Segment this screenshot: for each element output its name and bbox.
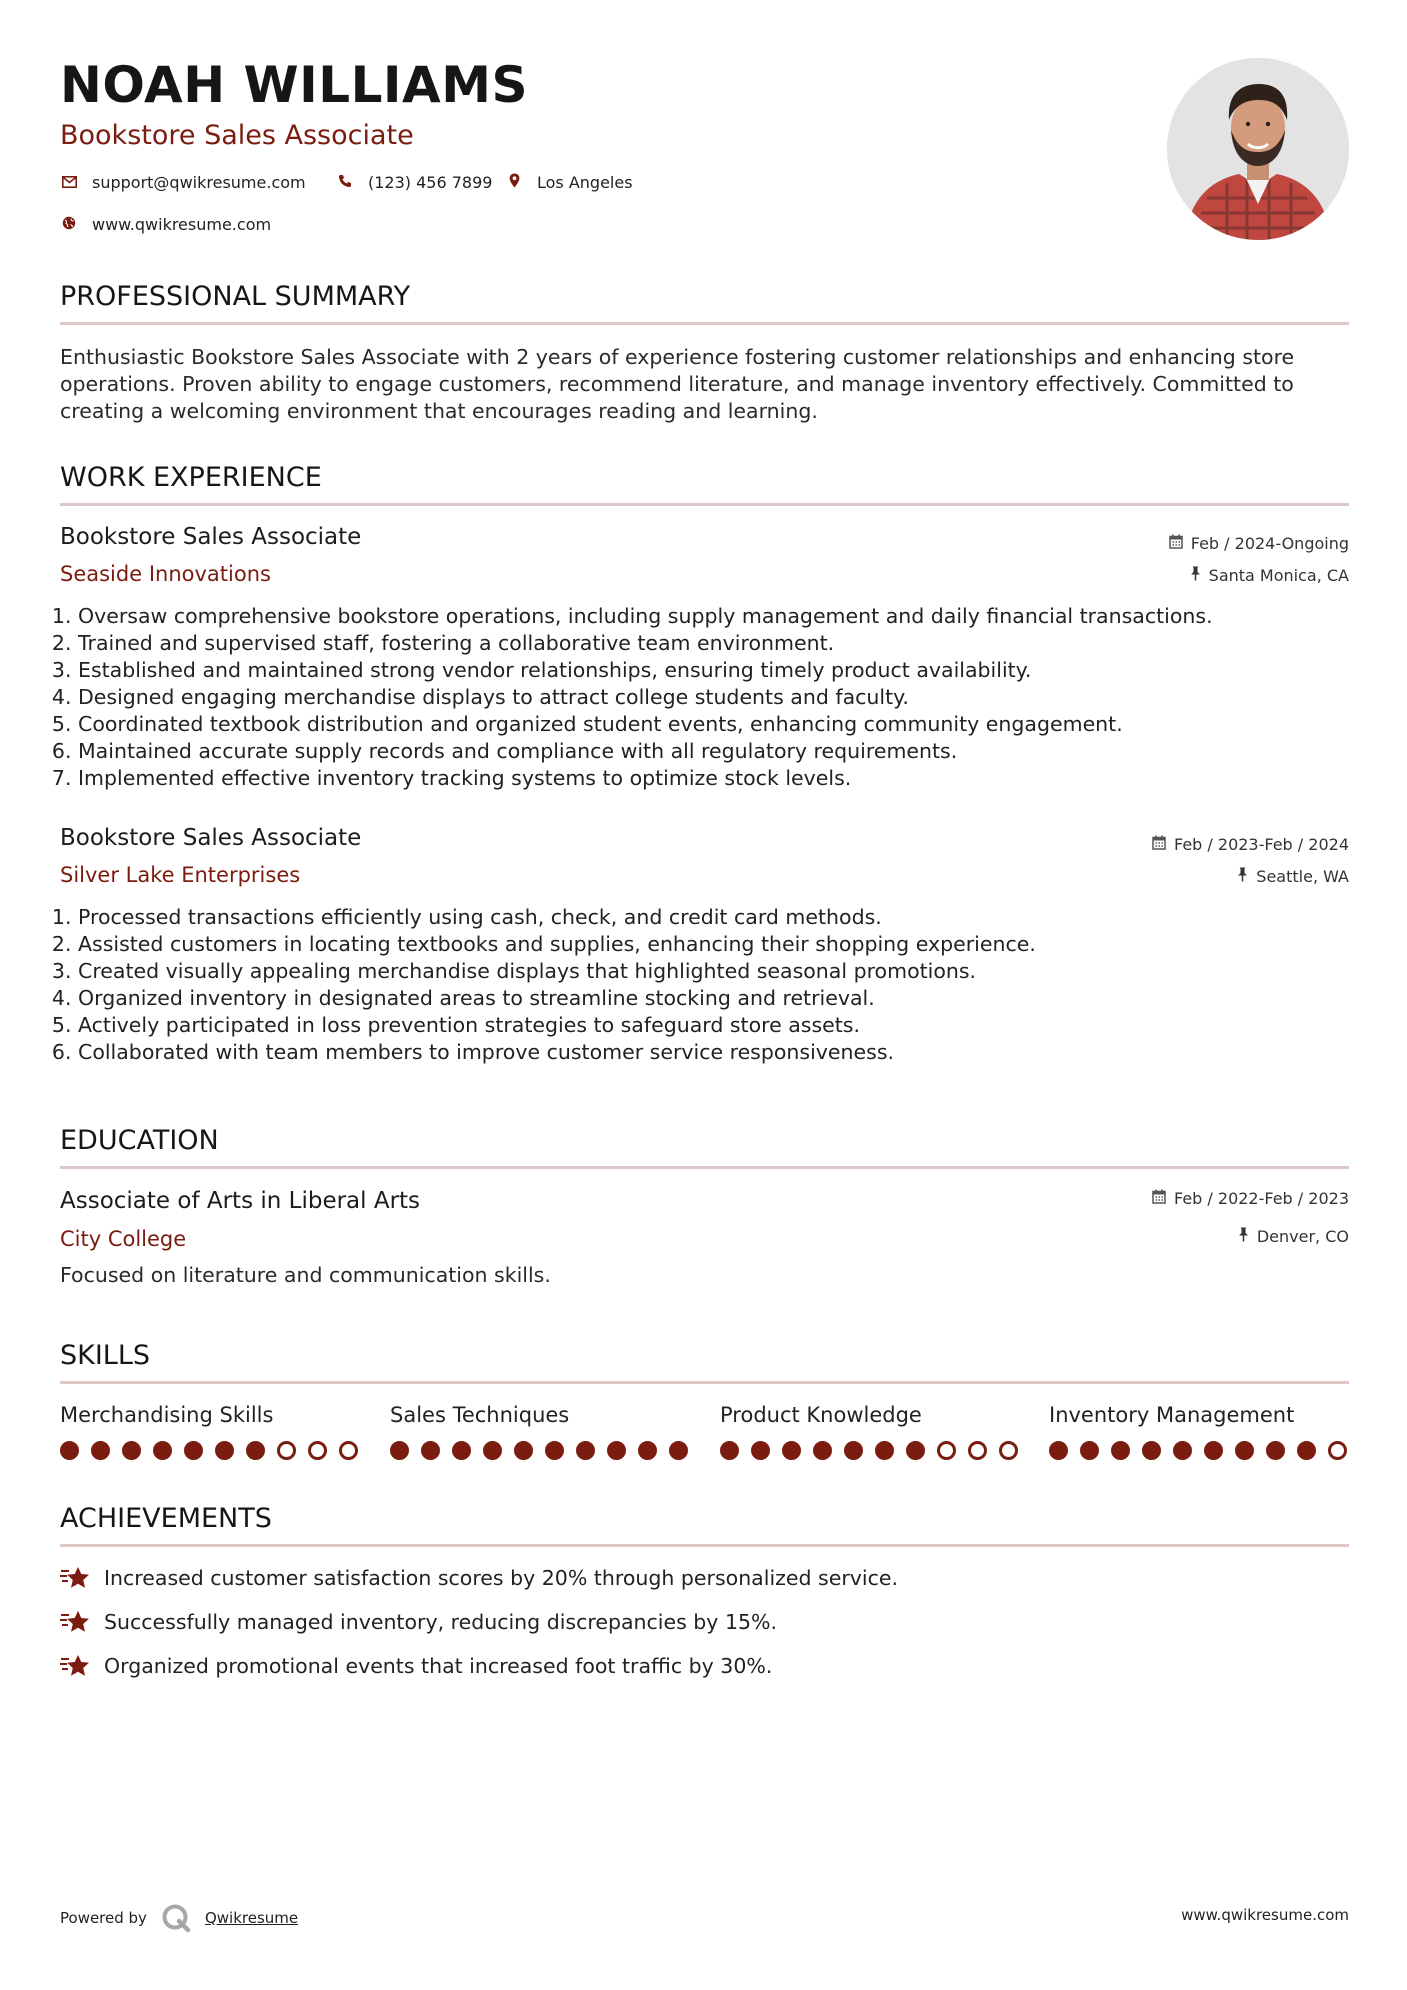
brand-link[interactable]: Qwikresume <box>204 1909 299 1927</box>
location-text: Los Angeles <box>537 173 633 192</box>
summary-text: Enthusiastic Bookstore Sales Associate with 2 years of experience fostering customer relationships and enhancing store operations. Proven ability to engage customers, recommend literature, and manage inventory effectively. Committed to creating a welcoming environment that encourages reading and learning. <box>60 345 1295 423</box>
job-location <box>1237 867 1349 886</box>
achievements-title: ACHIEVEMENTS <box>60 1503 272 1534</box>
phone-icon <box>336 174 354 192</box>
skill-dot-filled <box>844 1441 863 1460</box>
section-divider <box>60 503 1349 506</box>
map-pin-icon <box>505 173 523 192</box>
skill-dot-empty <box>999 1441 1018 1460</box>
degree-title: Associate of Arts in Liberal Arts <box>60 1188 421 1214</box>
list-item: 6. Maintained accurate supply records and compliance with all regulatory requirements. <box>78 738 1378 765</box>
skill-dot-filled <box>607 1441 626 1460</box>
email-text: support@qwikresume.com <box>92 173 306 192</box>
skill-dot-filled <box>813 1441 832 1460</box>
star-icon <box>60 1653 92 1679</box>
skill-dot-filled <box>782 1441 801 1460</box>
skill-dot-filled <box>153 1441 172 1460</box>
skill-dot-empty <box>339 1441 358 1460</box>
job-bullets <box>52 904 1378 1066</box>
phone-text: (123) 456 7899 <box>368 173 493 192</box>
skill-dot-empty <box>968 1441 987 1460</box>
footer-powered-by <box>60 1903 298 1933</box>
pushpin-icon <box>1190 566 1201 585</box>
list-item: 2. Trained and supervised staff, fostering a collaborative team environment. <box>78 630 1378 657</box>
achievement-text: Successfully managed inventory, reducing discrepancies by 15%. <box>104 1610 778 1634</box>
skill-item <box>1049 1403 1347 1460</box>
skill-rating <box>720 1441 1018 1460</box>
website-text: www.qwikresume.com <box>92 215 272 234</box>
skill-label: Inventory Management <box>1049 1403 1295 1427</box>
list-item: 2. Assisted customers in locating textbooks and supplies, enhancing their shopping experience. <box>78 931 1378 958</box>
skill-rating <box>60 1441 358 1460</box>
job-date <box>1169 534 1349 553</box>
contact-email[interactable] <box>60 173 306 192</box>
footer-website[interactable]: www.qwikresume.com <box>1181 1906 1349 1924</box>
skill-dot-filled <box>576 1441 595 1460</box>
skill-dot-filled <box>215 1441 234 1460</box>
skill-dot-filled <box>875 1441 894 1460</box>
pushpin-icon <box>1237 867 1248 886</box>
achievement-text: Increased customer satisfaction scores by 20% through personalized service. <box>104 1566 898 1590</box>
list-item: 6. Collaborated with team members to improve customer service responsiveness. <box>78 1039 1378 1066</box>
summary-title: PROFESSIONAL SUMMARY <box>60 281 411 312</box>
calendar-icon <box>1169 534 1183 553</box>
skill-dot-filled <box>1297 1441 1316 1460</box>
skill-dot-filled <box>1049 1441 1068 1460</box>
list-item: 3. Established and maintained strong vendor relationships, ensuring timely product availability. <box>78 657 1378 684</box>
skill-label: Merchandising Skills <box>60 1403 274 1427</box>
skill-dot-empty <box>308 1441 327 1460</box>
education-date <box>1152 1189 1349 1208</box>
section-divider <box>60 1166 1349 1169</box>
job-location-text: Santa Monica, CA <box>1208 566 1349 585</box>
list-item: 7. Implemented effective inventory tracking systems to optimize stock levels. <box>78 765 1378 792</box>
skill-dot-filled <box>906 1441 925 1460</box>
skill-label: Sales Techniques <box>390 1403 570 1427</box>
skill-item <box>60 1403 358 1460</box>
skill-dot-filled <box>669 1441 688 1460</box>
skill-dot-filled <box>545 1441 564 1460</box>
profile-photo <box>1167 58 1349 240</box>
section-divider <box>60 1381 1349 1384</box>
star-icon <box>60 1565 92 1591</box>
skill-dot-filled <box>1204 1441 1223 1460</box>
skill-dot-empty <box>277 1441 296 1460</box>
list-item: 5. Coordinated textbook distribution and organized student events, enhancing community engagement. <box>78 711 1378 738</box>
skill-dot-filled <box>483 1441 502 1460</box>
list-item: 1. Processed transactions efficiently using cash, check, and credit card methods. <box>78 904 1378 931</box>
list-item: 1. Oversaw comprehensive bookstore operations, including supply management and daily financial transactions. <box>78 603 1378 630</box>
job-title: Bookstore Sales Associate <box>60 524 362 550</box>
achievement-text: Organized promotional events that increased foot traffic by 30%. <box>104 1654 773 1678</box>
achievement-item <box>60 1565 898 1591</box>
skill-dot-filled <box>421 1441 440 1460</box>
school-name: City College <box>60 1227 187 1251</box>
contact-phone[interactable] <box>336 173 492 192</box>
list-item: 4. Organized inventory in designated areas to streamline stocking and retrieval. <box>78 985 1378 1012</box>
contact-website[interactable] <box>60 215 271 234</box>
powered-by-text: Powered by <box>60 1909 147 1927</box>
education-location-text: Denver, CO <box>1256 1227 1349 1246</box>
globe-icon <box>60 216 78 234</box>
skill-dot-filled <box>1173 1441 1192 1460</box>
skill-item <box>390 1403 688 1460</box>
achievement-item <box>60 1609 777 1635</box>
skills-title: SKILLS <box>60 1340 151 1371</box>
job-bullets <box>52 603 1378 792</box>
skill-dot-filled <box>514 1441 533 1460</box>
section-divider <box>60 322 1349 325</box>
qwikresume-logo-icon <box>161 1903 191 1933</box>
skill-dot-filled <box>638 1441 657 1460</box>
section-divider <box>60 1544 1349 1547</box>
pushpin-icon <box>1238 1227 1249 1246</box>
job-date-text: Feb / 2024-Ongoing <box>1190 534 1349 553</box>
education-date-text: Feb / 2022-Feb / 2023 <box>1174 1189 1349 1208</box>
skill-dot-filled <box>91 1441 110 1460</box>
skill-dot-filled <box>452 1441 471 1460</box>
skill-dot-filled <box>1111 1441 1130 1460</box>
skill-rating <box>1049 1441 1347 1460</box>
skill-label: Product Knowledge <box>720 1403 922 1427</box>
skill-dot-filled <box>390 1441 409 1460</box>
list-item: 5. Actively participated in loss prevention strategies to safeguard store assets. <box>78 1012 1378 1039</box>
achievement-item <box>60 1653 772 1679</box>
job-location-text: Seattle, WA <box>1256 867 1349 886</box>
job-company: Seaside Innovations <box>60 562 271 586</box>
job-title: Bookstore Sales Associate <box>60 825 362 851</box>
skill-dot-filled <box>122 1441 141 1460</box>
skill-item <box>720 1403 1018 1460</box>
skill-dot-filled <box>1266 1441 1285 1460</box>
contact-location <box>505 173 633 192</box>
skill-dot-filled <box>720 1441 739 1460</box>
skill-rating <box>390 1441 688 1460</box>
envelope-icon <box>60 174 78 192</box>
skill-dot-empty <box>1328 1441 1347 1460</box>
candidate-name: NOAH WILLIAMS <box>60 56 528 114</box>
skill-dot-filled <box>1142 1441 1161 1460</box>
skill-dot-filled <box>246 1441 265 1460</box>
education-title: EDUCATION <box>60 1125 219 1156</box>
list-item: 3. Created visually appealing merchandise displays that highlighted seasonal promotions. <box>78 958 1378 985</box>
experience-title: WORK EXPERIENCE <box>60 462 322 493</box>
job-location <box>1190 566 1349 585</box>
calendar-icon <box>1152 1189 1166 1208</box>
skill-dot-empty <box>937 1441 956 1460</box>
calendar-icon <box>1152 835 1166 854</box>
job-company: Silver Lake Enterprises <box>60 863 301 887</box>
education-location <box>1238 1227 1349 1246</box>
job-date-text: Feb / 2023-Feb / 2024 <box>1174 835 1349 854</box>
skill-dot-filled <box>1080 1441 1099 1460</box>
skill-dot-filled <box>751 1441 770 1460</box>
job-date <box>1152 835 1349 854</box>
skill-dot-filled <box>184 1441 203 1460</box>
list-item: 4. Designed engaging merchandise displays to attract college students and faculty. <box>78 684 1378 711</box>
candidate-role: Bookstore Sales Associate <box>60 120 414 151</box>
education-note: Focused on literature and communication skills. <box>60 1263 551 1287</box>
skill-dot-filled <box>60 1441 79 1460</box>
star-icon <box>60 1609 92 1635</box>
skill-dot-filled <box>1235 1441 1254 1460</box>
